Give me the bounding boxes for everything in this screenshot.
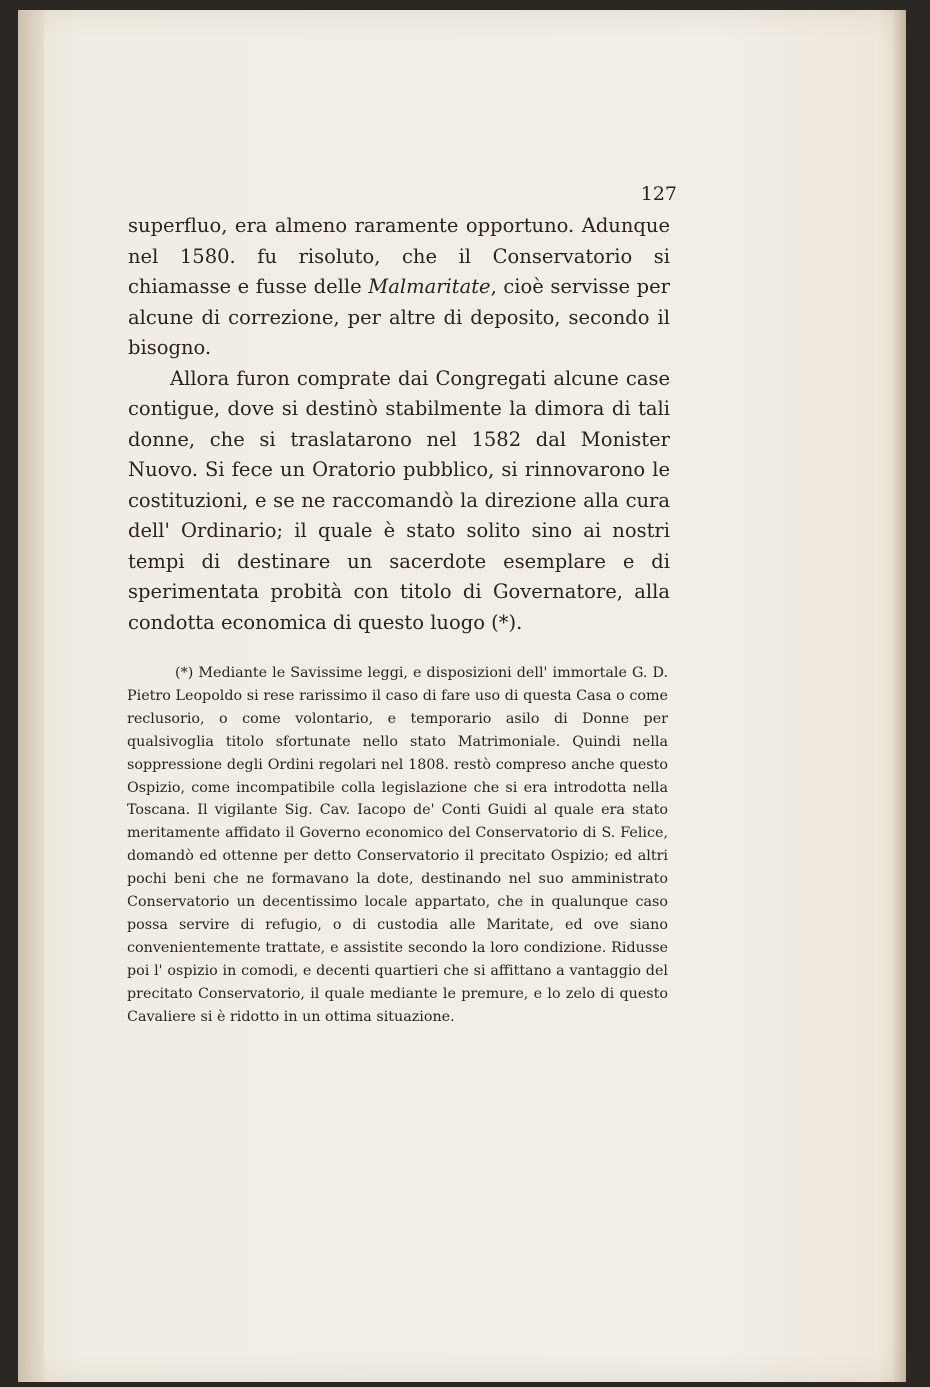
footnote — [127, 662, 668, 1029]
paragraph-1-start: superfluo, era almeno raramente opportuno. Adunque nel 1580. fu risoluto, che il Conservatorio si chiamasse e fusse delle — [128, 214, 670, 298]
footnote-text: (*) Mediante le Savissime leggi, e disposizioni dell' immortale G. D. Pietro Leopoldo si rese rarissimo il caso di fare uso di questa Casa o come reclusorio, o come volontario, e temporario asilo di Donne per qualsivoglia titolo sfortunate nello stato Matrimoniale. Quindi nella soppressione degli Ordini regolari nel 1808. restò compreso anche questo Ospizio, come incompatibile colla legislazione che si era introdotta nella Toscana. Il vigilante Sig. Cav. Iacopo de' Conti Guidi al quale era stato meritamente affidato il Governo economico del Conservatorio di S. Felice, domandò ed ottenne per detto Conservatorio il precitato Ospizio; ed altri pochi beni che ne formavano la dote, destinando nel suo amministrato Conservatorio un decentissimo locale appartato, che in qualunque caso possa servire di refugio, o di custodia alle Maritate, ed ove siano convenientemente trattate, e assistite secondo la loro condizione. Ridusse poi l' ospizio in comodi, e decenti quartieri che si affittano a vantaggio del precitato Conservatorio, il quale mediante le premure, e lo zelo di questo Cavaliere si è ridotto in un ottima situazione. — [127, 665, 668, 1025]
main-text — [128, 211, 670, 638]
paragraph-1-end: , cioè servisse per alcune di correzione, per altre di deposito, secondo il bisogno. — [128, 275, 670, 359]
page-gutter — [18, 10, 44, 1382]
italic-term: Malmaritate — [368, 275, 491, 298]
paragraph-2: Allora furon comprate dai Congregati alcune case contigue, dove si destinò stabilmente la dimora di tali donne, che si traslatarono nel 1582 dal Monister Nuovo. Si fece un Oratorio pubblico, si rinnovarono le costituzioni, e se ne raccomandò la direzione alla cura dell' Ordinario; il quale è stato solito sino ai nostri tempi di destinare un sacerdote esemplare e di sperimentata probità con titolo di Governatore, alla condotta economica di questo luogo (*). — [128, 366, 670, 634]
page-edge — [892, 10, 906, 1382]
paragraph-1 — [128, 211, 670, 364]
page-number: 127 — [640, 183, 677, 205]
